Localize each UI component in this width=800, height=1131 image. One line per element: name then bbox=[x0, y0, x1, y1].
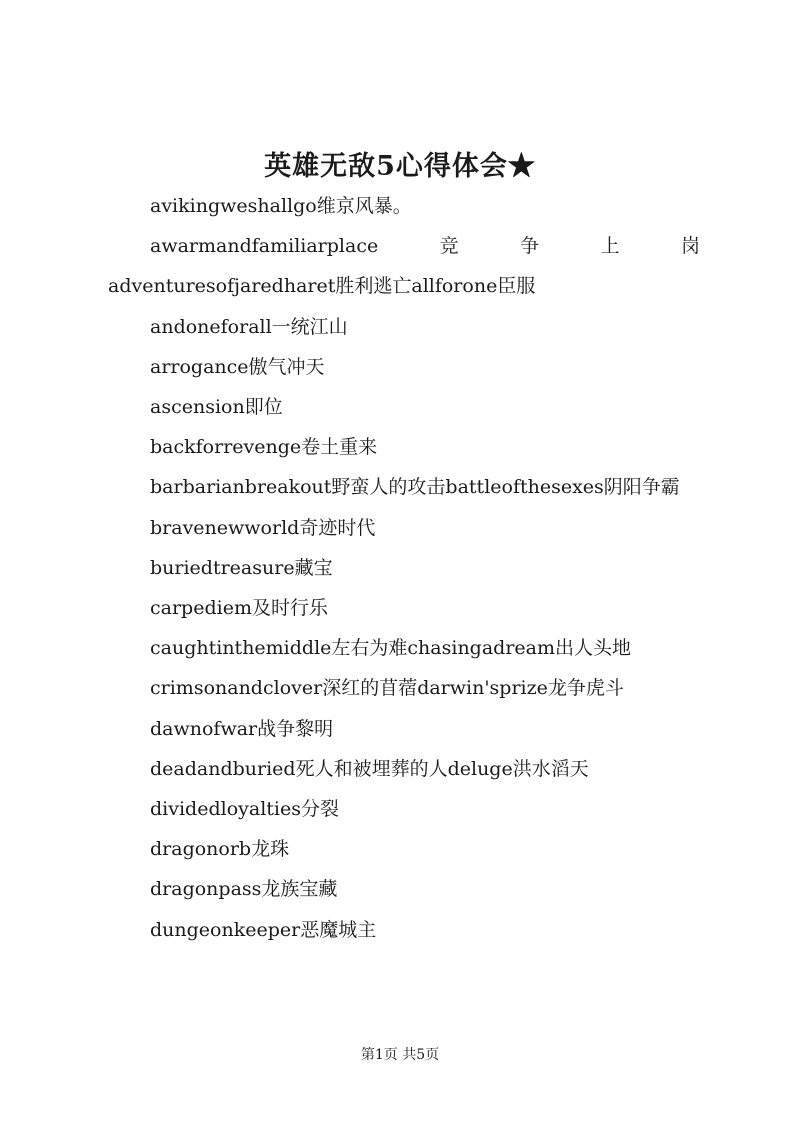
paragraph: dungeonkeeper恶魔城主 bbox=[150, 918, 377, 941]
paragraph: adventuresofjaredharet胜利逃亡allforone臣服 bbox=[108, 275, 536, 298]
paragraph: carpediem及时行乐 bbox=[150, 597, 328, 620]
paragraph: bravenewworld奇迹时代 bbox=[150, 516, 376, 539]
spread-word: 岗 bbox=[680, 235, 700, 258]
paragraph: dividedloyalties分裂 bbox=[150, 798, 339, 821]
paragraph-spread bbox=[108, 226, 700, 266]
paragraph: crimsonandclover深红的苜蓿darwin'sprize龙争虎斗 bbox=[150, 677, 624, 700]
spread-word: 争 bbox=[520, 235, 540, 258]
paragraph: buriedtreasure藏宝 bbox=[150, 556, 333, 579]
paragraph: ascension即位 bbox=[150, 396, 283, 419]
paragraph: arrogance傲气冲天 bbox=[150, 355, 325, 378]
spread-word: 上 bbox=[600, 235, 620, 258]
paragraph-text: awarmandfamiliarplace bbox=[150, 235, 379, 258]
document-title: 英雄无敌5心得体会★ bbox=[264, 151, 536, 182]
paragraph: caughtinthemiddle左右为难chasingadream出人头地 bbox=[150, 637, 632, 660]
paragraph: avikingweshallgo维京风暴。 bbox=[150, 195, 412, 217]
document-body bbox=[108, 186, 700, 950]
paragraph: deadandburied死人和被埋葬的人deluge洪水滔天 bbox=[150, 757, 589, 780]
paragraph: backforrevenge卷土重来 bbox=[150, 436, 378, 459]
spread-word: 竞 bbox=[439, 235, 459, 258]
page-footer: 第1页 共5页 bbox=[360, 1047, 440, 1063]
paragraph: dragonpass龙族宝藏 bbox=[150, 878, 338, 901]
paragraph: barbarianbreakout野蛮人的攻击battleofthesexes阴阳争霸 bbox=[150, 476, 680, 499]
paragraph: dragonorb龙珠 bbox=[150, 838, 290, 861]
paragraph: andoneforall一统江山 bbox=[150, 315, 348, 338]
paragraph: dawnofwar战争黎明 bbox=[150, 717, 334, 740]
